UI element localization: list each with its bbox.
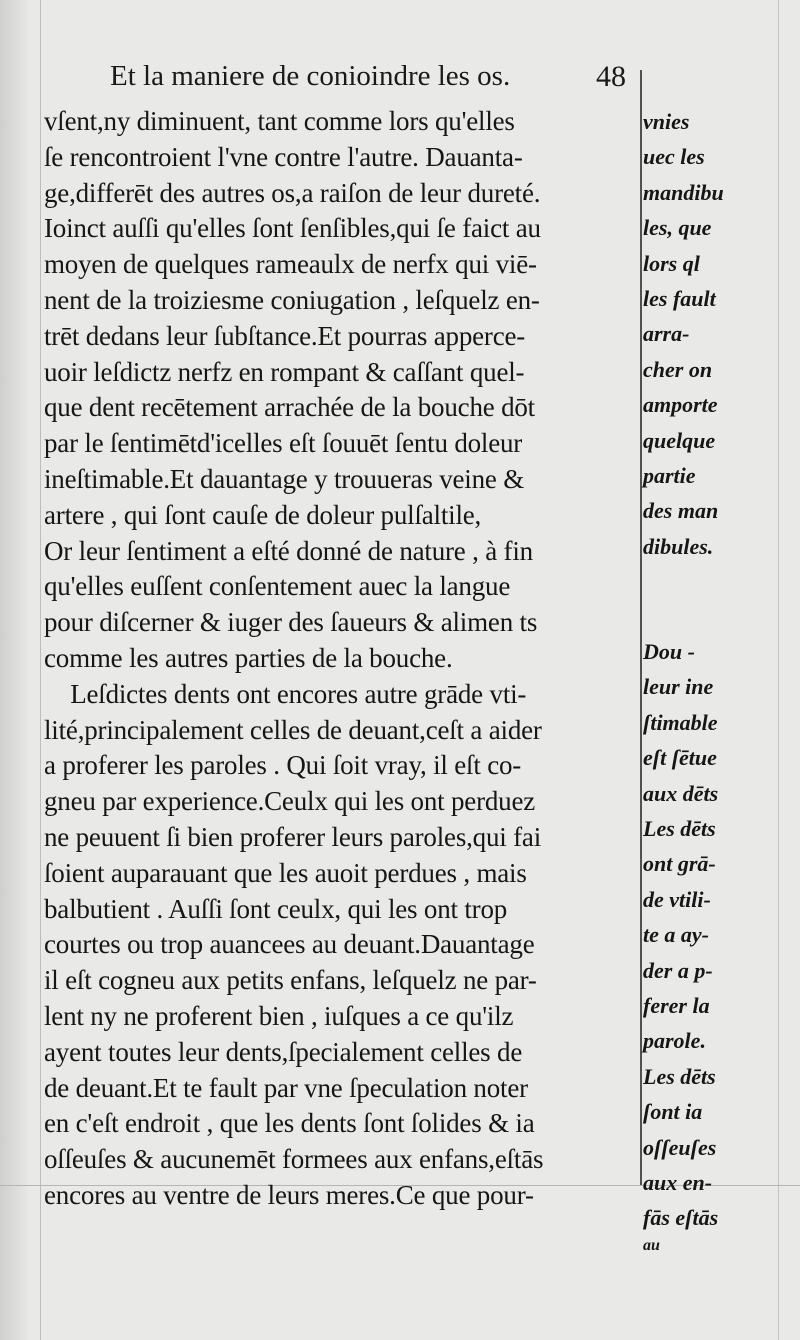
marginal-notes (643, 104, 778, 1256)
note-line: quelque (643, 427, 716, 453)
margin-divider-rule (640, 70, 642, 1185)
text-line: qu'elles euſſent conſentement auec la langue (44, 571, 511, 602)
text-line: ſe rencontroient l'vne contre l'autre. Dauanta- (44, 141, 523, 172)
note-line: te a ay- (643, 922, 709, 948)
note-line: ſtimable (643, 709, 718, 735)
text-line: pour diſcerner & iuger des ſaueurs & alimen ts (44, 607, 538, 638)
note-line: de vtili- (643, 886, 711, 912)
note-line: dibules. (643, 533, 714, 559)
note-line: ont grā- (643, 851, 716, 877)
text-line: ineſtimable.Et dauantage y trouueras veine & (44, 463, 525, 494)
text-line: ne peuuent ſi bien proferer leurs paroles,qui fai (44, 821, 542, 852)
note-line: cher on (643, 356, 713, 382)
left-scan-edge-rule (40, 0, 41, 1340)
marginal-note-teeth-joined (643, 104, 778, 564)
right-scan-edge-rule (778, 0, 779, 1340)
note-line: Dou - (643, 639, 695, 665)
note-line: au (643, 1236, 660, 1254)
text-line: lité,principalement celles de deuant,ceſt a aider (44, 714, 542, 745)
note-line: Les dēts (643, 816, 716, 842)
note-spacer (643, 564, 778, 634)
page-number: 48 (596, 60, 626, 93)
text-line: gneu par experience.Ceulx qui les ont perduez (44, 786, 536, 817)
note-line: eſt ſētue (643, 745, 717, 771)
note-line: mandibu (643, 179, 724, 205)
note-line: der a p- (643, 957, 713, 983)
text-line: moyen de quelques rameaulx de nerfx qui viē- (44, 249, 537, 280)
text-line: en c'eſt endroit , que les dents ſont ſolides & ia (44, 1108, 535, 1139)
note-line: des man (643, 498, 719, 524)
note-line: uec les (643, 144, 705, 170)
note-line: lors ql (643, 250, 700, 276)
text-line: Ioinct auſſi qu'elles ſont ſenſibles,qui ſe faict au (44, 213, 541, 244)
note-line: leur ine (643, 674, 714, 700)
note-line: aux dēts (643, 780, 719, 806)
note-line: les, que (643, 215, 712, 241)
text-line: encores au ventre de leurs meres.Ce que pour- (44, 1179, 534, 1210)
text-line: comme les autres parties de la bouche. (44, 642, 453, 673)
note-line: oſſeuſes (643, 1134, 717, 1160)
note-line: vnies (643, 109, 690, 134)
main-text-block (44, 104, 639, 1214)
text-line: nent de la troiziesme coniugation , leſquelz en- (44, 284, 540, 315)
text-line: vſent,ny diminuent, tant comme lors qu'elles (44, 106, 515, 136)
note-line: fās eſtās (643, 1205, 719, 1231)
text-line: que dent recētement arrachée de la bouche dōt (44, 392, 535, 423)
text-line: Or leur ſentiment a eſté donné de nature , à fin (44, 535, 533, 566)
note-line: amporte (643, 392, 718, 418)
note-line: Les dēts (643, 1063, 716, 1089)
note-line: ferer la (643, 992, 710, 1018)
text-line: a proferer les paroles . Qui ſoit vray, il eſt co- (44, 750, 522, 781)
marginal-note-speech (643, 811, 778, 1059)
text-line: ge,differēt des autres os,a raiſon de leur dureté. (44, 177, 541, 208)
note-line: parole. (643, 1028, 706, 1054)
note-line: arra- (643, 321, 690, 347)
note-line: les fault (643, 285, 716, 311)
text-line: oſſeuſes & aucunemēt formees aux enfans,eſtās (44, 1144, 544, 1175)
text-line: uoir leſdictz nerfz en rompant & caſſant quel- (44, 356, 525, 387)
marginal-note-infants (643, 1059, 778, 1256)
text-line: trēt dedans leur ſubſtance.Et pourras apperce- (44, 320, 526, 351)
text-line: il eſt cogneu aux petits enfans, leſquelz ne par- (44, 965, 537, 996)
text-line: lent ny ne proferent bien , iuſques a ce qu'ilz (44, 1000, 514, 1031)
text-line: balbutient . Auſſi ſont ceulx, qui les ont trop (44, 893, 508, 924)
note-line: partie (643, 462, 696, 488)
paragraph-start-line: Leſdictes dents ont encores autre grāde vti- (44, 678, 527, 709)
note-line: aux en- (643, 1169, 713, 1195)
text-line: par le ſentimētd'icelles eſt ſouuēt ſentu doleur (44, 428, 523, 459)
running-title: Et la maniere de conioindre les os. (110, 60, 511, 92)
text-line: courtes ou trop auancees au deuant.Dauantage (44, 929, 535, 960)
text-line: ſoient auparauant que les auoit perdues , mais (44, 857, 527, 888)
text-line: de deuant.Et te fault par vne ſpeculation noter (44, 1072, 528, 1103)
marginal-note-pain (643, 634, 778, 811)
text-line: ayent toutes leur dents,ſpecialement celles de (44, 1036, 523, 1067)
note-line: ſont ia (643, 1099, 703, 1125)
text-line: artere , qui ſont cauſe de doleur pulſaltile, (44, 499, 482, 530)
